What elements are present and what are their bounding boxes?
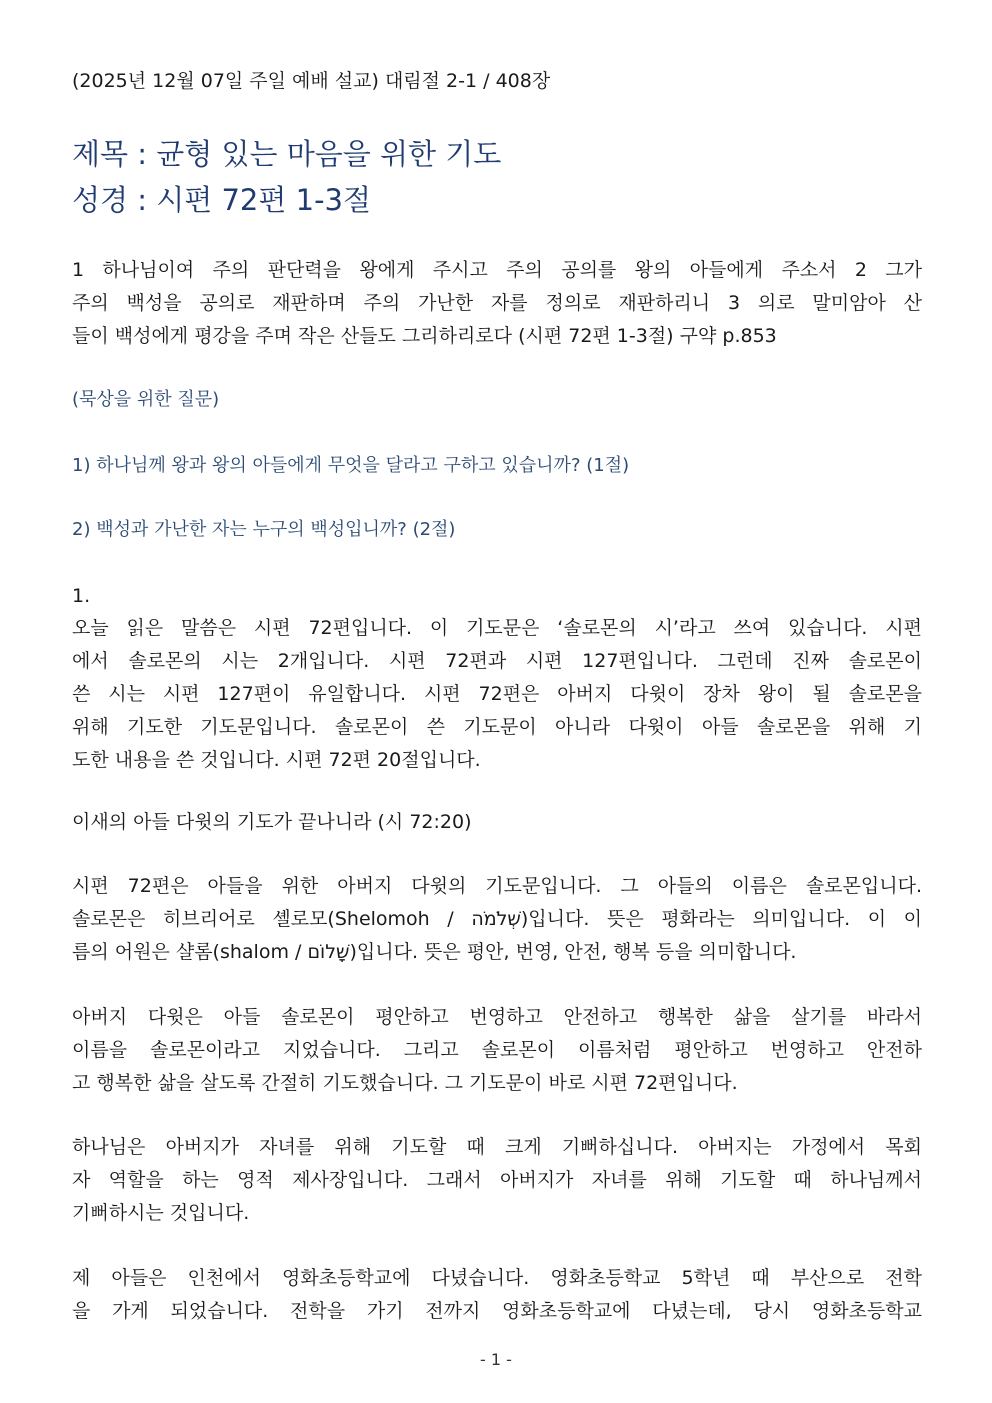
sermon-title: 제목 : 균형 있는 마음을 위한 기도 — [72, 137, 502, 171]
text-line: 아버지 다윗은 아들 솔로몬이 평안하고 번영하고 안전하고 행복한 삶을 살기를 바라서 — [72, 1006, 922, 1028]
text-line: 도한 내용을 쓴 것입니다. 시편 72편 20절입니다. — [72, 749, 481, 771]
scripture-reference: 성경 : 시편 72편 1-3절 — [72, 183, 371, 217]
text-line: 기뻐하시는 것입니다. — [72, 1202, 250, 1224]
meditation-heading: (묵상을 위한 질문) — [72, 389, 220, 410]
sermon-header: (2025년 12월 07일 주일 예배 설교) 대림절 2-1 / 408장 — [72, 70, 551, 92]
scripture-text — [72, 254, 922, 353]
text-line: 고 행복한 삶을 살도록 간절히 기도했습니다. 그 기도문이 바로 시편 72편입니다. — [72, 1072, 738, 1094]
scripture-line: 주의 백성을 공의로 재판하며 주의 가난한 자를 정의로 재판하리니 3 의로 말미암아 산 — [72, 292, 922, 314]
text-line: 오늘 읽은 말씀은 시편 72편입니다. 이 기도문은 ‘솔로몬의 시’라고 쓰여 있습니다. 시편 — [72, 617, 922, 639]
text-line: 이름을 솔로몬이라고 지었습니다. 그리고 솔로몬이 이름처럼 평안하고 번영하고 안전하 — [72, 1039, 922, 1061]
scripture-line: 1 하나님이여 주의 판단력을 왕에게 주시고 주의 공의를 왕의 아들에게 주소서 2 그가 — [72, 259, 922, 281]
paragraph-4 — [72, 1131, 922, 1230]
text-line: 하나님은 아버지가 자녀를 위해 기도할 때 크게 기뻐하십니다. 아버지는 가정에서 목회 — [72, 1136, 922, 1158]
text-line: 위해 기도한 기도문입니다. 솔로몬이 쓴 기도문이 아니라 다윗이 아들 솔로몬을 위해 기 — [72, 716, 922, 738]
paragraph-3 — [72, 1001, 922, 1100]
paragraph-2 — [72, 870, 922, 969]
text-line: 쓴 시는 시편 127편이 유일합니다. 시편 72편은 아버지 다윗이 장차 왕이 될 솔로몬을 — [72, 683, 922, 705]
text-line: 자 역할을 하는 영적 제사장입니다. 그래서 아버지가 자녀를 위해 기도할 때 하나님께서 — [72, 1169, 922, 1191]
paragraph-5 — [72, 1262, 922, 1328]
scripture-line: 들이 백성에게 평강을 주며 작은 산들도 그리하리로다 (시편 72편 1-3절) 구약 p.853 — [72, 325, 777, 347]
meditation-question-2: 2) 백성과 가난한 자는 누구의 백성입니까? (2절) — [72, 519, 456, 540]
page-number: - 1 - — [480, 1350, 512, 1369]
text-line: 에서 솔로몬의 시는 2개입니다. 시편 72편과 시편 127편입니다. 그런데 진짜 솔로몬이 — [72, 650, 922, 672]
text-line: 시편 72편은 아들을 위한 아버지 다윗의 기도문입니다. 그 아들의 이름은 솔로몬입니다. — [72, 875, 922, 897]
text-line: 제 아들은 인천에서 영화초등학교에 다녔습니다. 영화초등학교 5학년 때 부산으로 전학 — [72, 1267, 922, 1289]
text-line: 을 가게 되었습니다. 전학을 가기 전까지 영화초등학교에 다녔는데, 당시 영화초등학교 — [72, 1300, 922, 1322]
section-number: 1. — [72, 585, 91, 607]
text-line: 솔로몬은 히브리어로 셸로모(Shelomoh / שְׁלֹמֹה)입니다. 뜻은 평화라는 의미입니다. 이 이 — [72, 908, 923, 930]
paragraph-1 — [72, 612, 922, 777]
quote-verse: 이새의 아들 다윗의 기도가 끝나니라 (시 72:20) — [72, 811, 472, 833]
text-line: 름의 어원은 샬롬(shalom / שָׁלוֹם)입니다. 뜻은 평안, 번영, 안전, 행복 등을 의미합니다. — [72, 941, 797, 963]
meditation-question-1: 1) 하나님께 왕과 왕의 아들에게 무엇을 달라고 구하고 있습니까? (1절) — [72, 455, 630, 476]
